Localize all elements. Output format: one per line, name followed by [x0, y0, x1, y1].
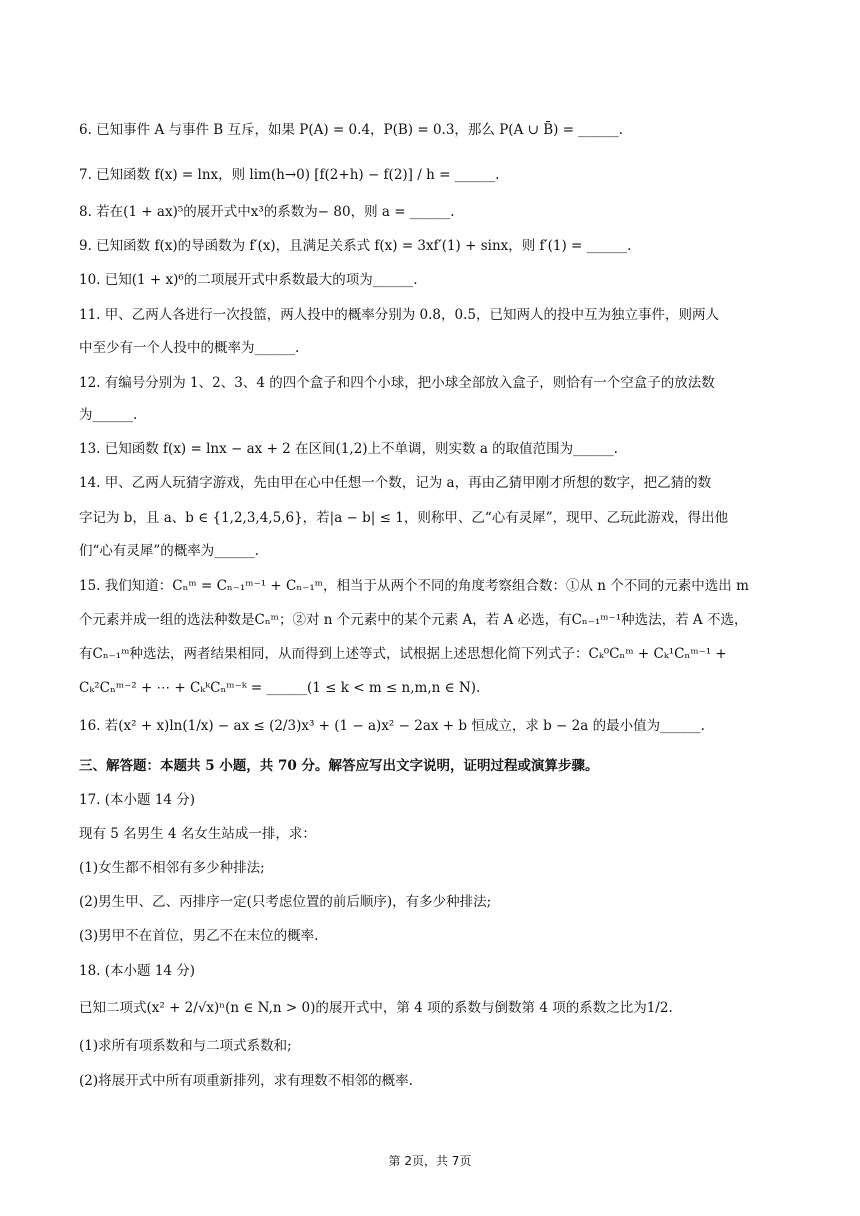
question-16: 16. 若(x² + x)ln(1/x) − ax ≤ (2/3)x³ + (1 − a)x² − 2ax + b 恒成立，求 b − 2a 的最小值为______.	[79, 718, 705, 734]
question-13: 13. 已知函数 f(x) = lnx − ax + 2 在区间(1,2)上不单调，则实数 a 的取值范围为______.	[79, 441, 618, 457]
question-10: 10. 已知(1 + x)⁶的二项展开式中系数最大的项为______.	[79, 272, 418, 288]
question-11-line-2: 中至少有一个人投中的概率为______.	[79, 340, 300, 356]
question-14-line-1: 14. 甲、乙两人玩猜字游戏，先由甲在心中任想一个数，记为 a，再由乙猜甲刚才所想的数字，把乙猜的数	[79, 475, 712, 491]
question-17-part-2: (2)男生甲、乙、丙排序一定(只考虑位置的前后顺序)，有多少种排法;	[79, 894, 492, 910]
question-8: 8. 若在(1 + ax)⁵的展开式中x³的系数为− 80，则 a = ______.	[79, 204, 455, 220]
question-17-part-3: (3)男甲不在首位，男乙不在末位的概率.	[79, 928, 319, 944]
question-7: 7. 已知函数 f(x) = lnx，则 lim(h→0) [f(2+h) − f(2)] / h = ______.	[79, 167, 500, 183]
question-12-line-2: 为______.	[79, 407, 138, 423]
question-11-line-1: 11. 甲、乙两人各进行一次投篮，两人投中的概率分别为 0.8，0.5，已知两人的投中互为独立事件，则两人	[79, 307, 719, 323]
question-6: 6. 已知事件 A 与事件 B 互斥，如果 P(A) = 0.4，P(B) = 0.3，那么 P(A ∪ B̄) = ______.	[79, 122, 624, 138]
question-15-line-4: Cₖ²Cₙᵐ⁻² + ⋯ + CₖᵏCₙᵐ⁻ᵏ = ______(1 ≤ k < m ≤ n,m,n ∈ N).	[79, 680, 481, 696]
question-15-line-2: 个元素并成一组的选法种数是Cₙᵐ；②对 n 个元素中的某个元素 A，若 A 必选，有Cₙ₋₁ᵐ⁻¹种选法，若 A 不选，	[79, 612, 748, 628]
question-18-part-1: (1)求所有项系数和与二项式系数和;	[79, 1038, 292, 1054]
question-14-line-2: 字记为 b，且 a、b ∈ {1,2,3,4,5,6}，若|a − b| ≤ 1，则称甲、乙“心有灵犀”，现甲、乙玩此游戏，得出他	[79, 510, 729, 526]
question-17-part-1: (1)女生都不相邻有多少种排法;	[79, 860, 265, 876]
question-17-header: 17. (本小题 14 分)	[79, 792, 196, 808]
question-18-header: 18. (本小题 14 分)	[79, 963, 196, 979]
page-footer: 第 2页，共 7页	[388, 1154, 472, 1168]
question-15-line-1: 15. 我们知道：Cₙᵐ = Cₙ₋₁ᵐ⁻¹ + Cₙ₋₁ᵐ，相当于从两个不同的角度考察组合数：①从 n 个不同的元素中选出 m	[79, 578, 749, 594]
section-heading: 三、解答题：本题共 5 小题，共 70 分。解答应写出文字说明，证明过程或演算步骤。	[79, 758, 599, 774]
question-12-line-1: 12. 有编号分别为 1、2、3、4 的四个盒子和四个小球，把小球全部放入盒子，则恰有一个空盒子的放法数	[79, 375, 715, 391]
question-14-line-3: 们“心有灵犀”的概率为______.	[79, 543, 260, 559]
question-17-stem: 现有 5 名男生 4 名女生站成一排，求：	[79, 826, 316, 842]
question-18-part-2: (2)将展开式中所有项重新排列，求有理数不相邻的概率.	[79, 1073, 413, 1089]
question-9: 9. 已知函数 f(x)的导函数为 f′(x)，且满足关系式 f(x) = 3xf′(1) + sinx，则 f′(1) = ______.	[79, 238, 632, 254]
question-18-stem: 已知二项式(x² + 2/√x)ⁿ(n ∈ N,n > 0)的展开式中，第 4 项的系数与倒数第 4 项的系数之比为1/2.	[79, 1000, 673, 1016]
question-15-line-3: 有Cₙ₋₁ᵐ种选法，两者结果相同，从而得到上述等式，试根据上述思想化简下列式子：Cₖ⁰Cₙᵐ + Cₖ¹Cₙᵐ⁻¹ +	[79, 646, 727, 662]
